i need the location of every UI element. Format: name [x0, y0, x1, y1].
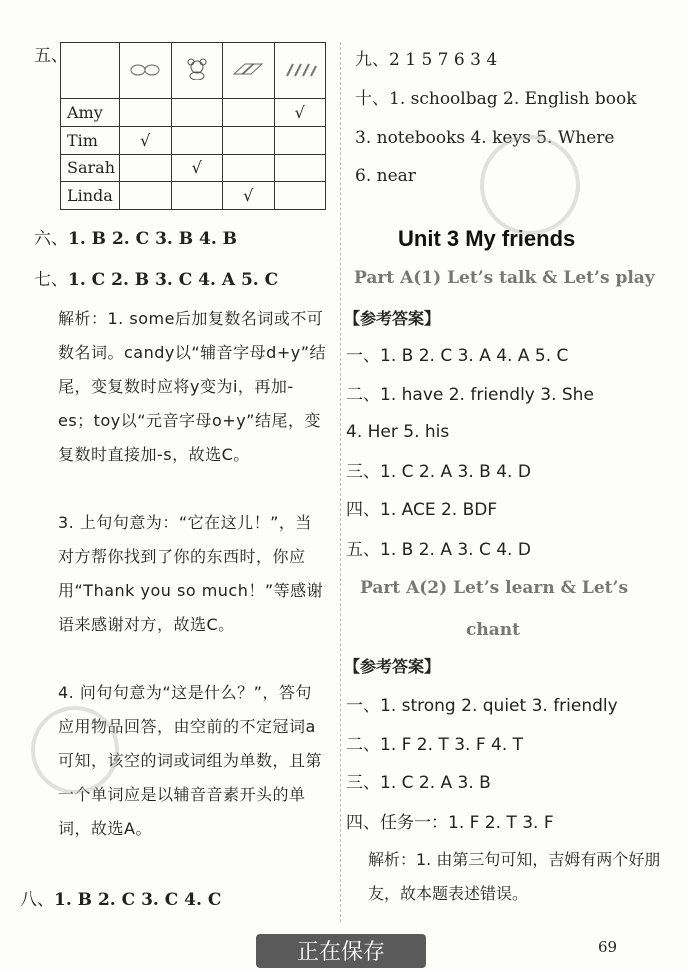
- part-a1-line-5: 四、1. ACE 2. BDF: [346, 500, 498, 520]
- linda-check: √: [223, 182, 275, 210]
- pencils-picture: [274, 43, 326, 99]
- q9-answers: 2 1 5 7 6 3 4: [389, 50, 498, 70]
- part-a1-line-6: 五、1. B 2. A 3. C 4. D: [346, 540, 531, 560]
- q7-line: [34, 270, 278, 290]
- sarah-check: √: [171, 154, 223, 182]
- q7-explanation-3: 3. 上句句意为：“它在这儿！”，当对方帮你找到了你的东西时，你应用“Thank you so much！”等感谢语来感谢对方，故选C。: [58, 513, 324, 634]
- row-tim: Tim: [61, 126, 120, 154]
- part-a2-title-1: Part A(2) Let’s learn & Let’s: [360, 578, 629, 598]
- unit-title: Unit 3 My friends: [398, 226, 576, 251]
- q6-line: [34, 229, 237, 249]
- q6-label: 六、: [34, 229, 68, 249]
- q8-answers: 1. B 2. C 3. C 4. C: [54, 890, 222, 910]
- part-a2-line-2: 二、1. F 2. T 3. F 4. T: [346, 735, 524, 755]
- part-a1-line-4: 三、1. C 2. A 3. B 4. D: [346, 462, 531, 482]
- part-a1-title: Part A(1) Let’s talk & Let’s play: [354, 268, 655, 288]
- q8-label: 八、: [20, 890, 54, 910]
- q5-label: 五、: [34, 46, 68, 66]
- q9-line: [355, 50, 497, 70]
- q10-answers-2: 3. notebooks 4. keys 5. Where: [355, 128, 615, 148]
- amy-check: √: [274, 99, 326, 127]
- q7-label: 七、: [34, 270, 68, 290]
- q10-label: 十、: [355, 89, 389, 109]
- part-a2-line-1: 一、1. strong 2. quiet 3. friendly: [346, 696, 618, 716]
- part-a1-line-2: 二、1. have 2. friendly 3. She: [346, 385, 594, 405]
- q7-explanation-1: 解析：1. some后加复数名词或不可数名词。candy以“辅音字母d+y”结尾，变复数时应将y变为i，再加-es；toy以“元音字母o+y”结尾，变复数时直接加-s，故选C。: [58, 309, 326, 464]
- part-a2-ref: 【参考答案】: [344, 657, 441, 676]
- books-picture: [223, 43, 275, 99]
- stamp-watermark-top: [470, 130, 590, 240]
- q6-answers: 1. B 2. C 3. B 4. B: [68, 229, 238, 249]
- q5-table: [60, 42, 326, 210]
- q10-answers-3: 6. near: [355, 166, 416, 186]
- q10-line-1: [355, 89, 637, 109]
- toy-bear-picture: [171, 43, 223, 99]
- part-a1-ref: 【参考答案】: [344, 309, 441, 328]
- part-a2-line-4: 四、任务一：1. F 2. T 3. F: [346, 813, 554, 833]
- q7-explanation-4: 4. 问句句意为“这是什么？”，答句应用物品回答，由空前的不定冠词a可知，该空的词或词组为单数，且第一个单词应是以辅音音素开头的单词，故选A。: [58, 683, 323, 838]
- q7-answers: 1. C 2. B 3. C 4. A 5. C: [68, 270, 279, 290]
- part-a1-line-1: 一、1. B 2. C 3. A 4. A 5. C: [346, 346, 569, 366]
- part-a2-explanation: 解析：1. 由第三句可知，吉姆有两个好朋友，故本题表述错误。: [368, 850, 661, 903]
- page-divider: [340, 42, 341, 922]
- row-sarah: Sarah: [61, 154, 120, 182]
- saving-button[interactable]: 正在保存: [256, 934, 426, 968]
- q9-label: 九、: [355, 50, 389, 70]
- q10-answers-1: 1. schoolbag 2. English book: [389, 89, 637, 109]
- q8-line: [20, 890, 221, 910]
- row-amy: Amy: [61, 99, 120, 127]
- candy-picture: [120, 43, 172, 99]
- corner-cell: [61, 43, 120, 99]
- tim-check: √: [120, 126, 172, 154]
- row-linda: Linda: [61, 182, 120, 210]
- part-a2-line-3: 三、1. C 2. A 3. B: [346, 773, 491, 793]
- part-a2-title-2: chant: [466, 620, 520, 640]
- stamp-watermark-left: [20, 700, 130, 800]
- page-number: 69: [598, 938, 618, 956]
- part-a1-line-3: 4. Her 5. his: [346, 422, 450, 442]
